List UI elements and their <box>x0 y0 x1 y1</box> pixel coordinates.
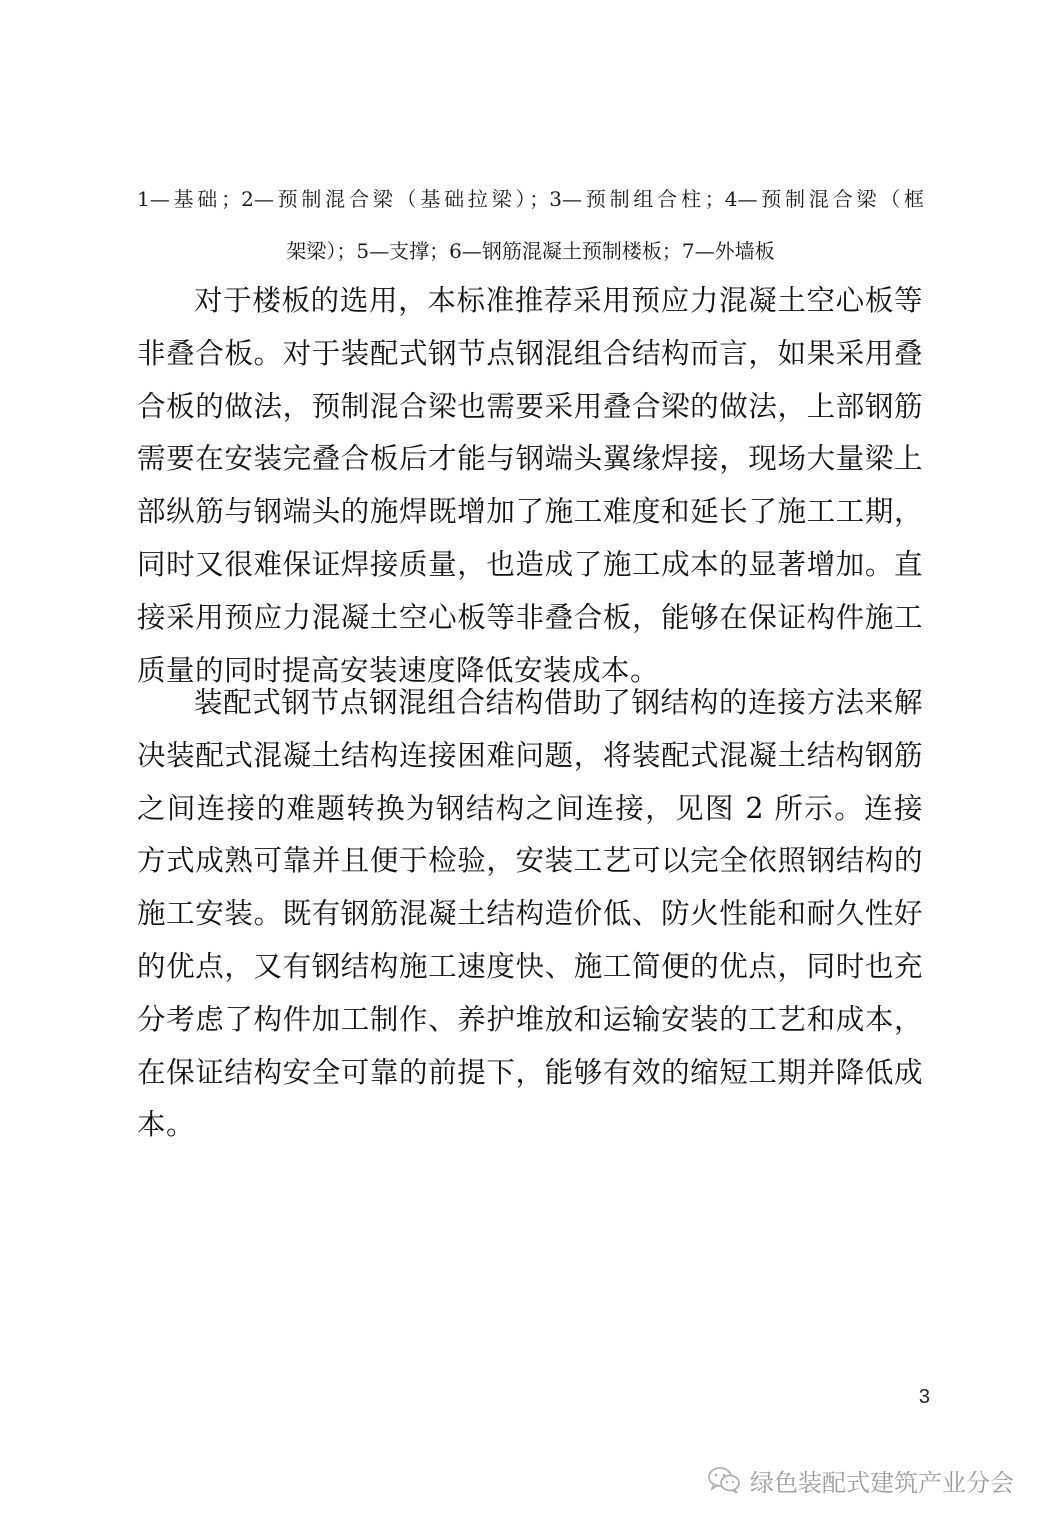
wechat-icon <box>706 1465 742 1495</box>
figure-caption-line-2: 架梁）；5—支撑；6—钢筋混凝土预制楼板；7—外墙板 <box>286 239 775 263</box>
figure-caption-line-1: 1—基础；2—预制混合梁（基础拉梁）；3—预制组合柱；4—预制混合梁（框 <box>137 187 924 211</box>
paragraph-steel-joint-connection: 装配式钢节点钢混组合结构借助了钢结构的连接方法来解决装配式混凝土结构连接困难问题，将装配式混凝土结构钢筋之间连接的难题转换为钢结构之间连接，见图 2 所示。连接方式成熟可靠并且便于检验，安装工艺可以完全依照钢结构的施工安装。既有钢筋混凝土结构造价低、防火性能和耐久性好的优点，又有钢结构施工速度快、施工简便的优点，同时也充分考虑了构件加工制作、养护堆放和运输安装的工艺和成本，在保证结构安全可靠的前提下，能够有效的缩短工期并降低成本。 <box>137 686 923 1142</box>
page-number: 3 <box>918 1386 930 1408</box>
paragraph-floor-slab-selection: 对于楼板的选用，本标准推荐采用预应力混凝土空心板等非叠合板。对于装配式钢节点钢混组合结构而言，如果采用叠合板的做法，预制混合梁也需要采用叠合梁的做法，上部钢筋需要在安装完叠合板后才能与钢端头翼缘焊接，现场大量梁上部纵筋与钢端头的施焊既增加了施工难度和延长了施工工期，同时又很难保证焊接质量，也造成了施工成本的显著增加。直接采用预应力混凝土空心板等非叠合板，能够在保证构件施工质量的同时提高安装速度降低安装成本。 <box>137 284 923 687</box>
watermark <box>706 1460 1014 1500</box>
watermark-text: 绿色装配式建筑产业分会 <box>750 1468 1014 1497</box>
